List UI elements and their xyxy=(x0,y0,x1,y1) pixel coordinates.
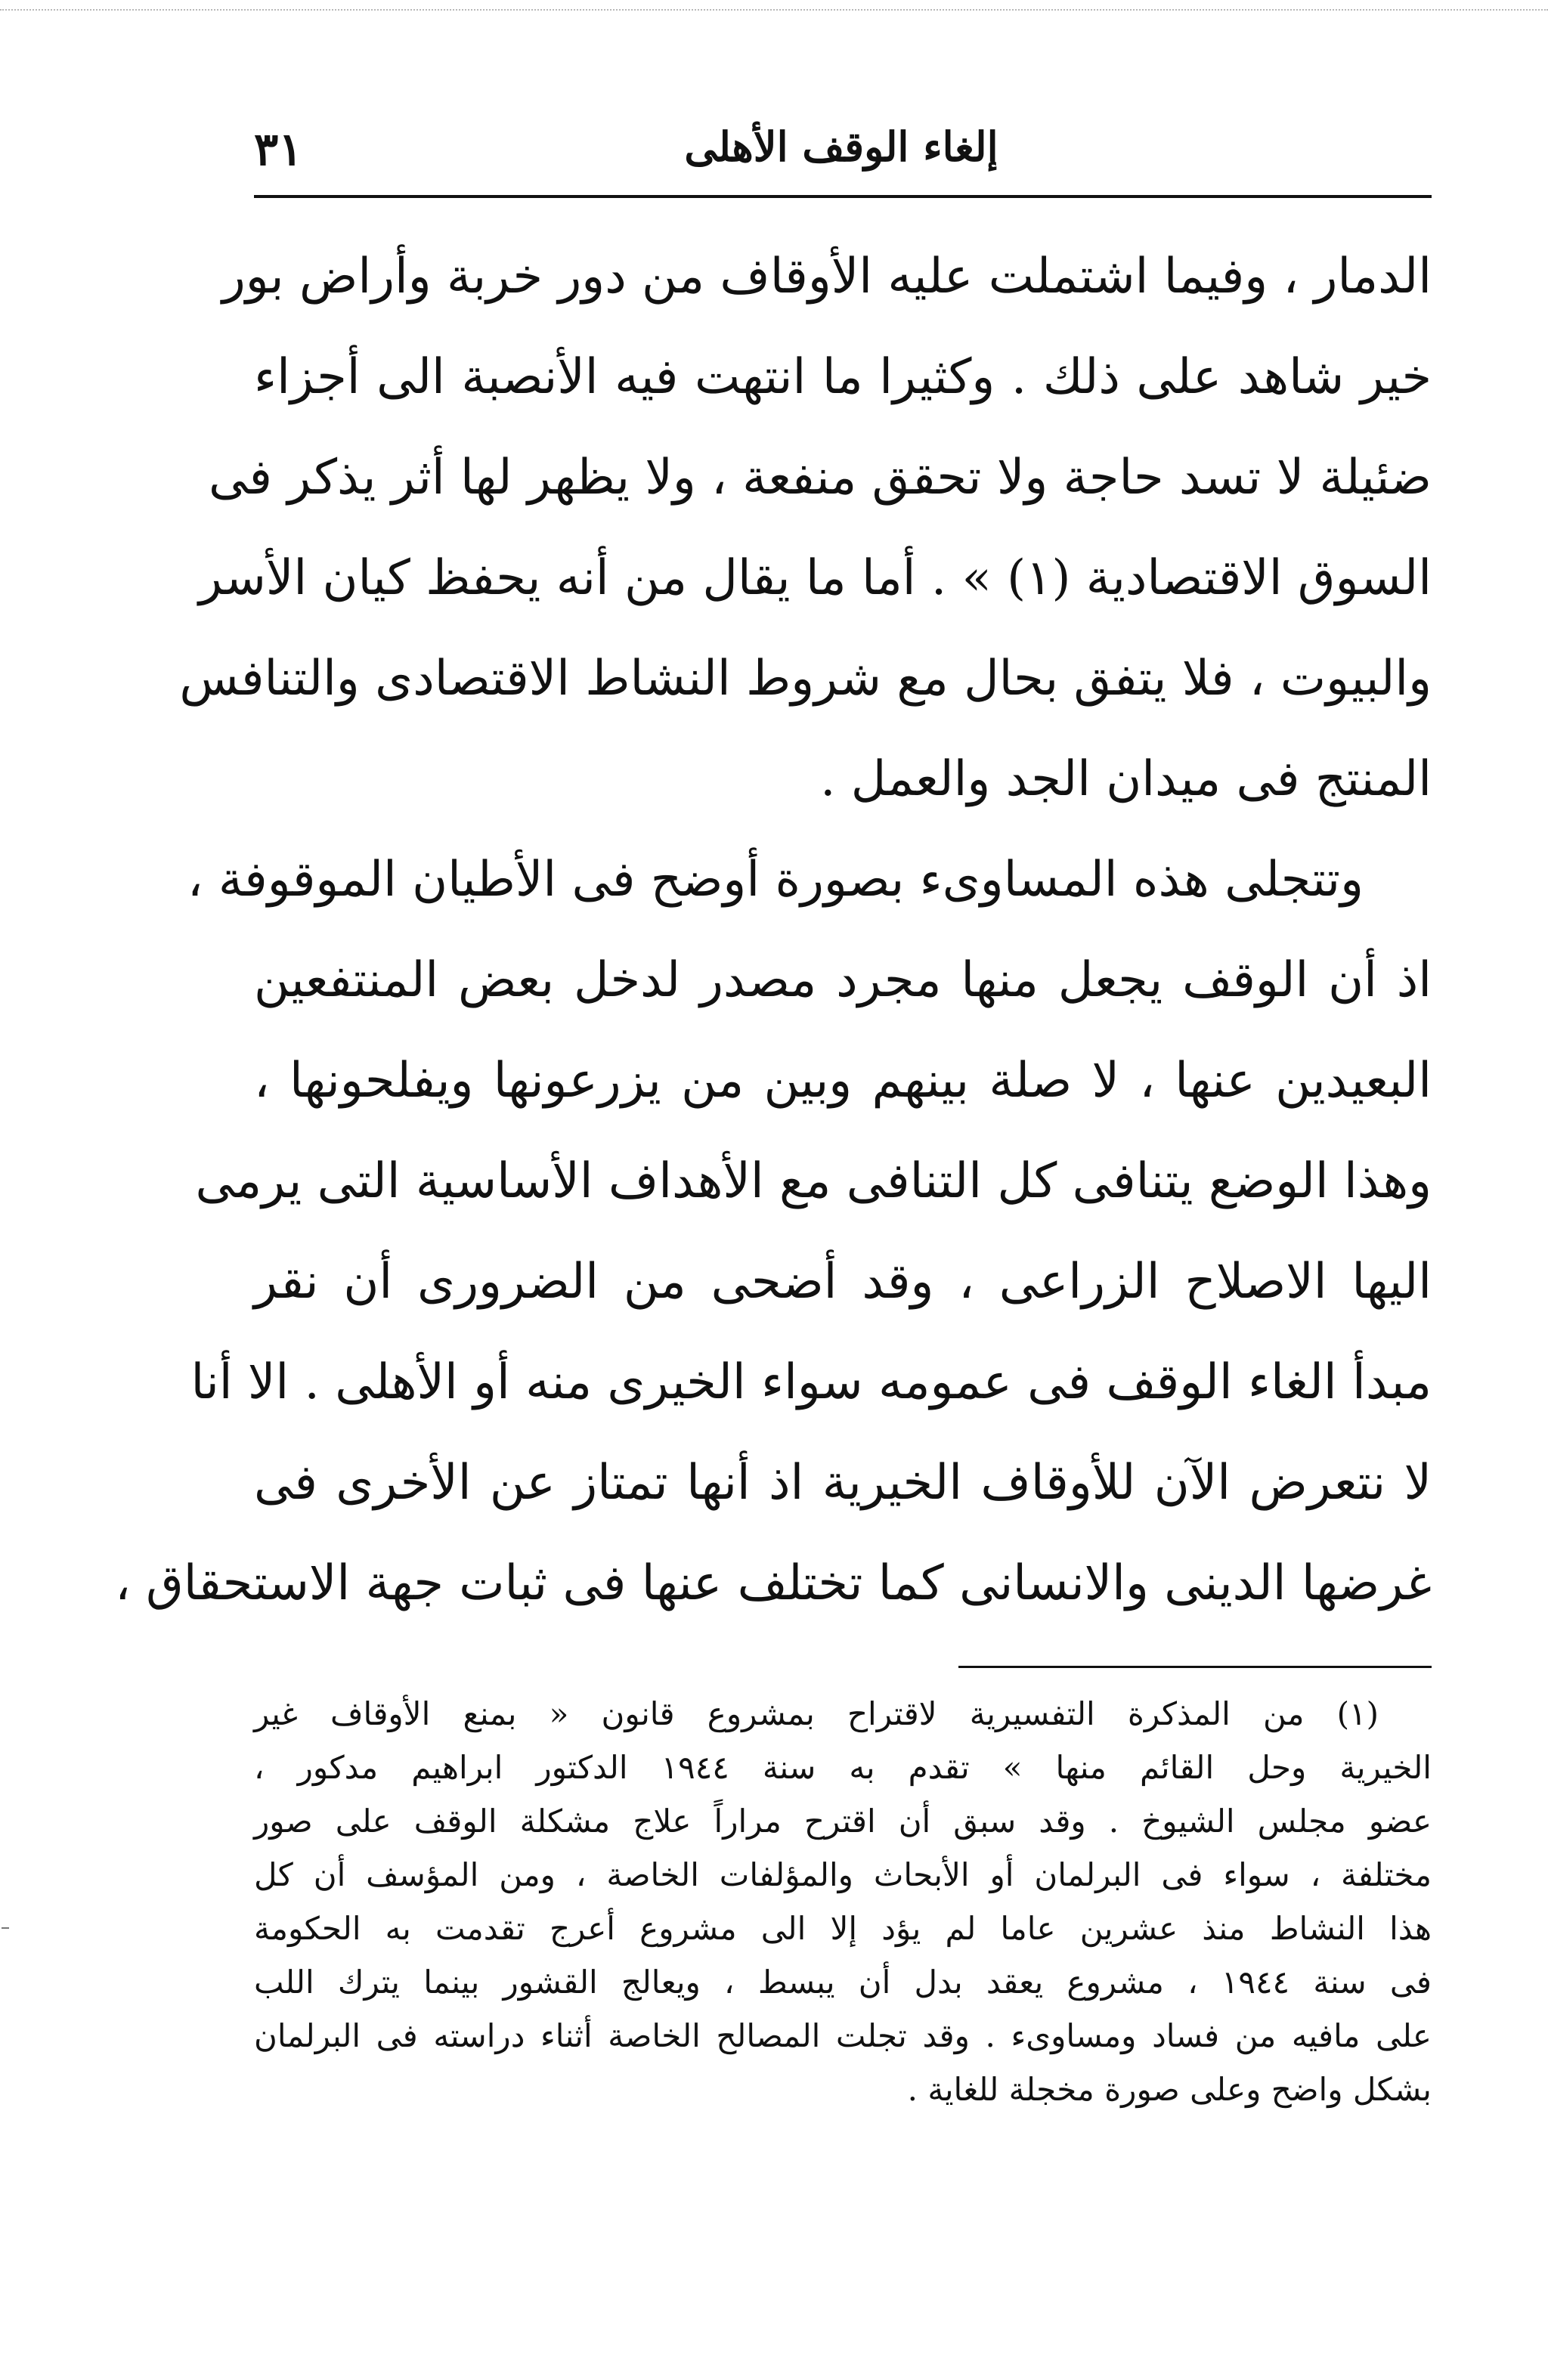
footnote-line: هذا النشاط منذ عشرين عاما لم يؤد إلا الى مشروع أعرج تقدمت به الحكومة xyxy=(254,1910,1432,1947)
body-line: لا نتعرض الآن للأوقاف الخيرية اذ أنها تمتاز عن الأخرى فى xyxy=(254,1455,1432,1511)
header-rule xyxy=(254,195,1432,198)
footnote-line: (١) من المذكرة التفسيرية لاقتراح بمشروع قانون « بمنع الأوقاف غير xyxy=(254,1695,1379,1732)
body-line: والبيوت ، فلا يتفق بحال مع شروط النشاط الاقتصادى والتنافس xyxy=(179,651,1432,707)
body-line: السوق الاقتصادية (١) » . أما ما يقال من أنه يحفظ كيان الأسر xyxy=(198,550,1432,606)
body-line: ضئيلة لا تسد حاجة ولا تحقق منفعة ، ولا يظهر لها أثر يذكر فى xyxy=(208,450,1432,506)
footnote-line: على مافيه من فساد ومساوىء . وقد تجلت المصالح الخاصة أثناء دراسته فى البرلمان xyxy=(254,2017,1432,2054)
body-line: خير شاهد على ذلك . وكثيرا ما انتهت فيه الأنصبة الى أجزاء xyxy=(254,349,1432,405)
footnote-line: فى سنة ١٩٤٤ ، مشروع يعقد بدل أن يبسط ، ويعالج القشور بينما يترك اللب xyxy=(254,1964,1432,2001)
footnote-rule xyxy=(958,1666,1432,1668)
page-header xyxy=(254,121,1429,193)
page-number: ٣١ xyxy=(254,123,303,176)
body-line: وهذا الوضع يتنافى كل التنافى مع الأهداف الأساسية التى يرمى xyxy=(195,1153,1432,1209)
footnote-line: الخيرية وحل القائم منها » تقدم به سنة ١٩٤٤ الدكتور ابراهيم مدكور ، xyxy=(254,1749,1432,1786)
body-line: مبدأ الغاء الوقف فى عمومه سواء الخيرى منه أو الأهلى . الا أنا xyxy=(190,1354,1432,1410)
body-line: غرضها الدينى والانسانى كما تختلف عنها فى ثبات جهة الاستحقاق ، xyxy=(115,1555,1432,1611)
body-line: الدمار ، وفيما اشتملت عليه الأوقاف من دور خربة وأراض بور xyxy=(221,249,1432,305)
body-line: وتتجلى هذه المساوىء بصورة أوضح فى الأطيان الموقوفة ، xyxy=(187,852,1364,908)
running-title: إلغاء الوقف الأهلى xyxy=(684,122,998,171)
body-line: المنتج فى ميدان الجد والعمل . xyxy=(820,751,1432,807)
footnote-line: عضو مجلس الشيوخ . وقد سبق أن اقترح مراراً علاج مشكلة الوقف على صور xyxy=(254,1803,1432,1840)
scan-edge-line xyxy=(0,9,1548,11)
body-text xyxy=(115,227,1432,1634)
footnote-line: بشكل واضح وعلى صورة مخجلة للغاية . xyxy=(907,2071,1432,2108)
body-line: اذ أن الوقف يجعل منها مجرد مصدر لدخل بعض المنتفعين xyxy=(254,952,1432,1008)
body-line: البعيدين عنها ، لا صلة بينهم وبين من يزرعونها ويفلحونها ، xyxy=(254,1053,1432,1109)
footnote-line: مختلفة ، سواء فى البرلمان أو الأبحاث والمؤلفات الخاصة ، ومن المؤسف أن كل xyxy=(254,1856,1432,1893)
footnote xyxy=(254,1687,1432,2116)
body-line: اليها الاصلاح الزراعى ، وقد أضحى من الضرورى أن نقر xyxy=(254,1254,1432,1310)
scan-edge-mark xyxy=(2,1927,9,1929)
